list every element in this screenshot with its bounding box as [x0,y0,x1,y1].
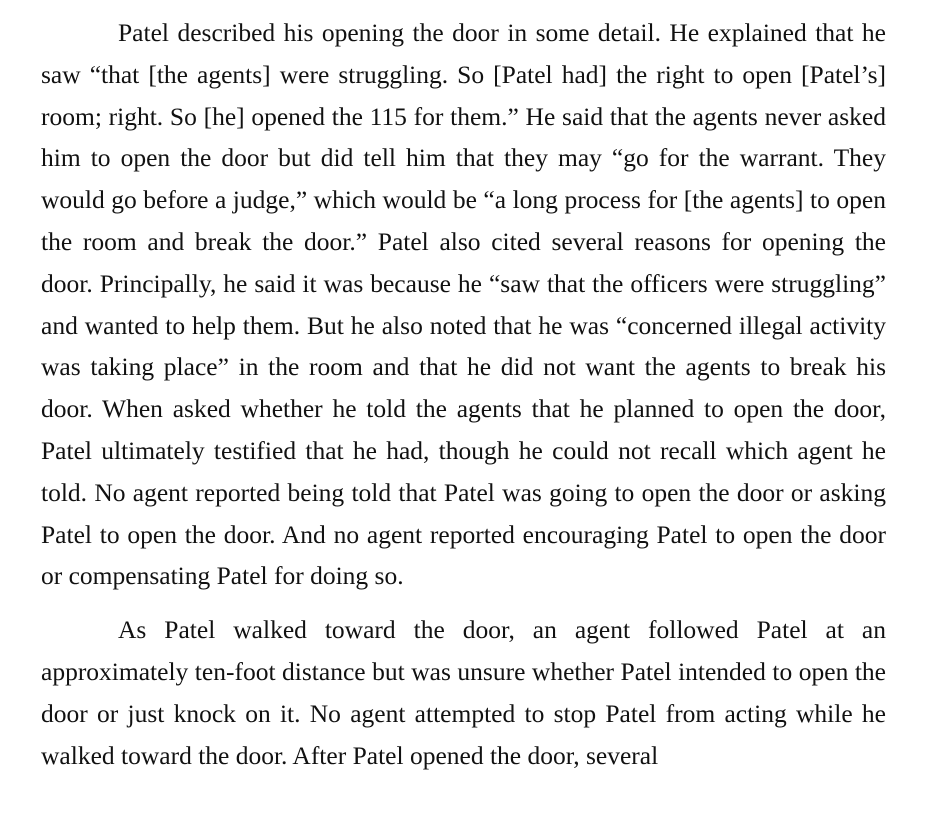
paragraph-patel-walk: As Patel walked toward the door, an agent followed Patel at an approximately ten-foot distance but was unsure whether Patel intended to open the door or just knock on it. No agent attempted to stop Patel from acting while he walked toward the door. After Patel opened the door, several [41,615,886,770]
document-page [41,12,886,776]
paragraph-patel-testimony: Patel described his opening the door in some detail. He explained that he saw “that [the agents] were struggling. So [Patel had] the right to open [Patel’s] room; right. So [he] opened the 115 for them.” He said that the agents never asked him to open the door but did tell him that they may “go for the warrant. They would go before a judge,” which would be “a long process for [the agents] to open the room and break the door.” Patel also cited several reasons for opening the door. Principally, he said it was because he “saw that the officers were struggling” and wanted to help them. But he also noted that he was “concerned illegal activity was taking place” in the room and that he did not want the agents to break his door. When asked whether he told the agents that he planned to open the door, Patel ultimately testified that he had, though he could not recall which agent he told. No agent reported being told that Patel was going to open the door or asking Patel to open the door. And no agent reported encouraging Patel to open the door or compensating Patel for doing so. [41,18,886,591]
